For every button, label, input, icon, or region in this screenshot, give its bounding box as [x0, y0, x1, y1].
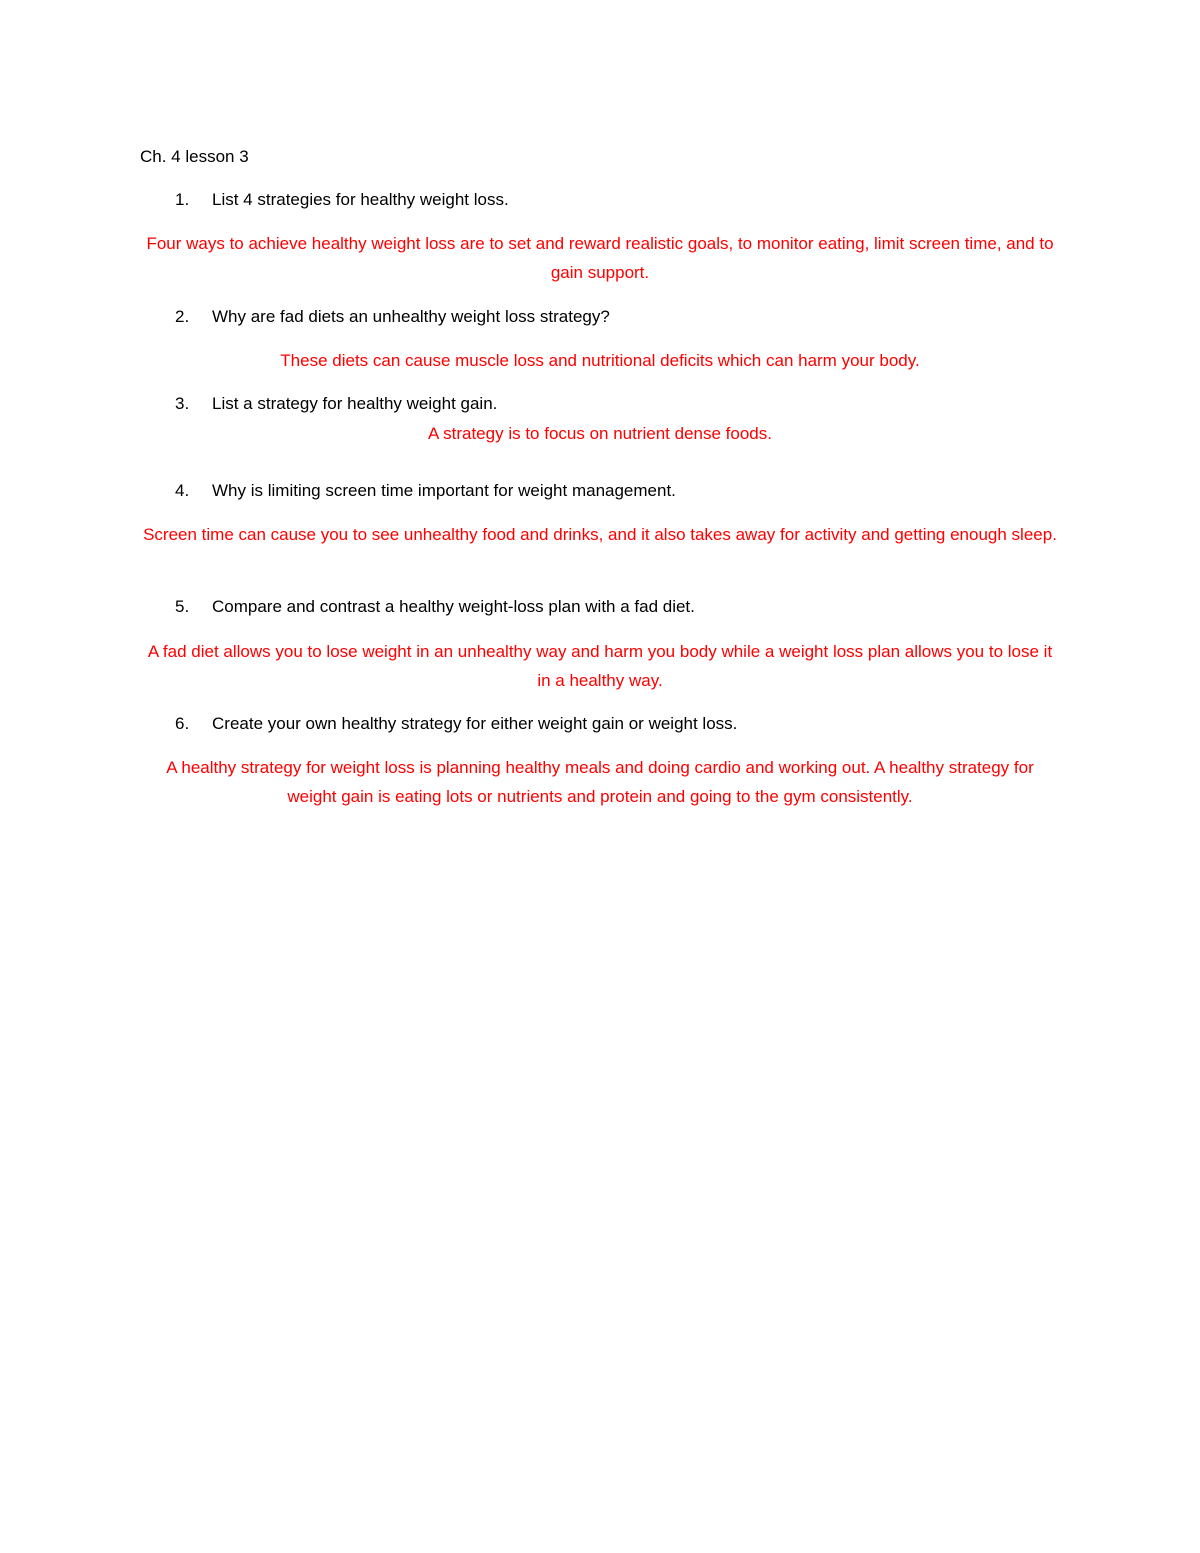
- question-5: [175, 595, 695, 619]
- question-text: Create your own healthy strategy for either weight gain or weight loss.: [212, 714, 738, 733]
- answer-3: A strategy is to focus on nutrient dense foods.: [428, 424, 772, 443]
- answer-4: Screen time can cause you to see unhealthy food and drinks, and it also takes away for activity and getting enough sleep.: [143, 525, 1057, 544]
- answer-2: These diets can cause muscle loss and nutritional deficits which can harm your body.: [280, 351, 920, 370]
- document-title: Ch. 4 lesson 3: [140, 147, 249, 166]
- question-3: [175, 392, 497, 416]
- question-2: [175, 305, 610, 329]
- question-number: 2.: [175, 307, 190, 326]
- answer-1: Four ways to achieve healthy weight loss are to set and reward realistic goals, to monitor eating, limit screen time, and to gain support.: [146, 234, 1054, 282]
- answer-6: A healthy strategy for weight loss is planning healthy meals and doing cardio and working out. A healthy strategy for weight gain is eating lots or nutrients and protein and going to the gym consistently.: [166, 758, 1034, 806]
- question-text: Why are fad diets an unhealthy weight loss strategy?: [212, 307, 610, 326]
- question-text: Compare and contrast a healthy weight-loss plan with a fad diet.: [212, 597, 695, 616]
- question-text: List 4 strategies for healthy weight loss.: [212, 190, 509, 209]
- question-4: [175, 479, 676, 503]
- question-number: 1.: [175, 190, 190, 209]
- question-1: [175, 188, 509, 212]
- question-number: 5.: [175, 597, 190, 616]
- question-number: 3.: [175, 394, 190, 413]
- answer-5: A fad diet allows you to lose weight in an unhealthy way and harm you body while a weight loss plan allows you to lose it in a healthy way.: [147, 642, 1053, 690]
- question-6: [175, 712, 737, 736]
- question-text: List a strategy for healthy weight gain.: [212, 394, 498, 413]
- question-number: 4.: [175, 481, 190, 500]
- question-text: Why is limiting screen time important for weight management.: [212, 481, 676, 500]
- question-number: 6.: [175, 714, 190, 733]
